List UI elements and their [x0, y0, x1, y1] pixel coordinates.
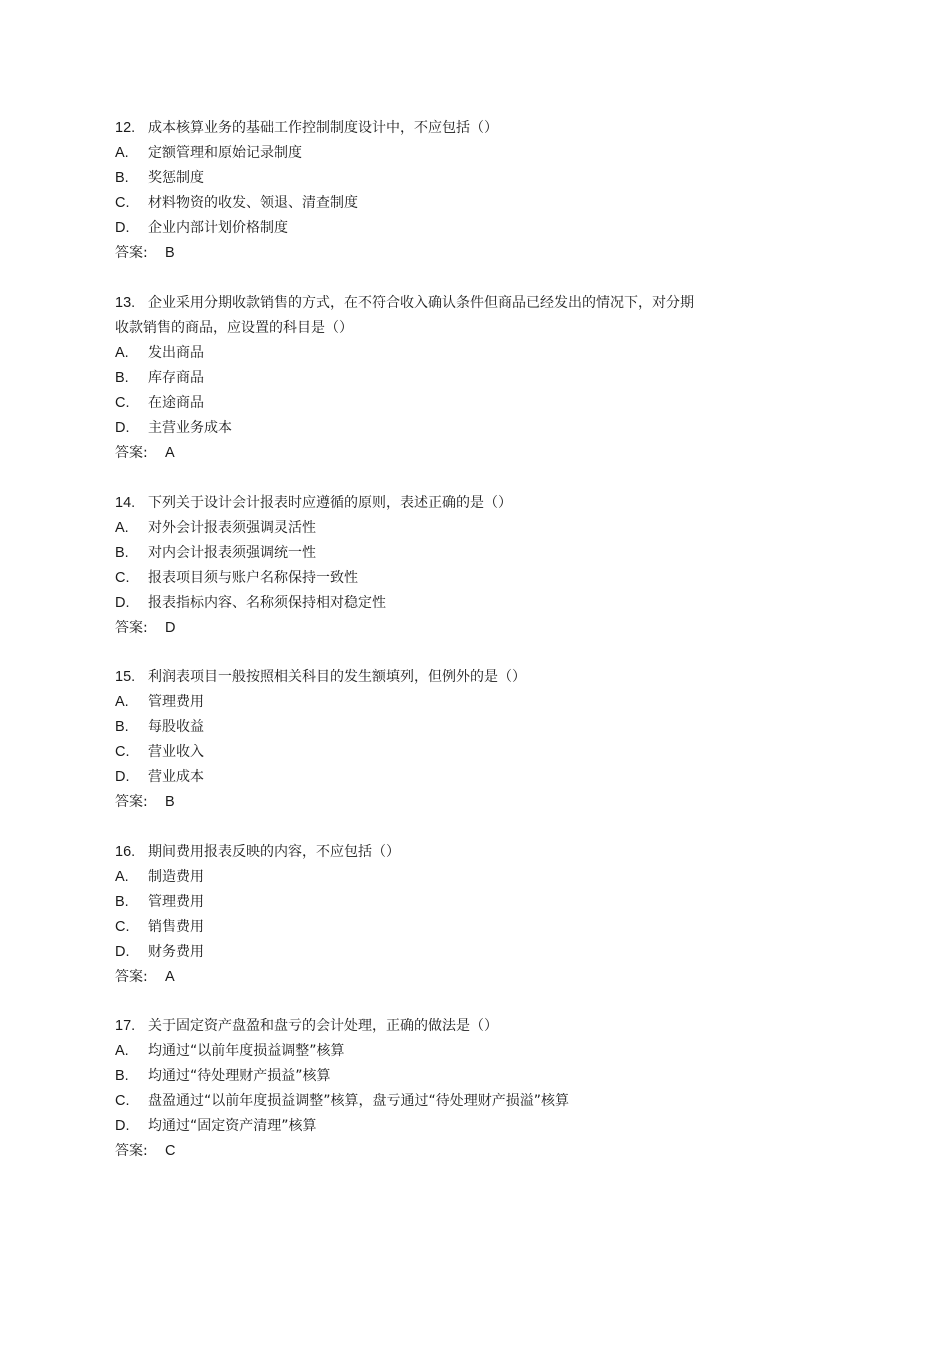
option-letter: A. — [115, 145, 129, 161]
answer-value: B — [165, 794, 175, 810]
option-text: 定额管理和原始记录制度 — [148, 145, 302, 161]
option-letter: B. — [115, 894, 129, 910]
question-12 — [115, 116, 755, 266]
option-letter: D. — [115, 769, 130, 785]
answer-line — [115, 790, 755, 815]
option-letter: A. — [115, 869, 129, 885]
question-13 — [115, 291, 755, 466]
option-text: 财务费用 — [148, 944, 204, 960]
question-number: 17. — [115, 1018, 136, 1034]
question-14 — [115, 491, 755, 641]
option-d — [115, 1114, 755, 1139]
question-stem-continued — [115, 316, 755, 341]
question-stem — [115, 840, 755, 865]
option-letter: D. — [115, 220, 130, 236]
option-b — [115, 541, 755, 566]
option-letter: B. — [115, 370, 129, 386]
option-letter: B. — [115, 719, 129, 735]
option-text: 管理费用 — [148, 894, 204, 910]
option-text: 企业内部计划价格制度 — [148, 220, 288, 236]
option-b — [115, 166, 755, 191]
question-stem — [115, 116, 755, 141]
option-a — [115, 516, 755, 541]
option-text: 均通过“待处理财产损益”核算 — [148, 1068, 331, 1084]
option-text: 营业收入 — [148, 744, 204, 760]
option-b — [115, 890, 755, 915]
answer-line — [115, 1139, 755, 1164]
option-b — [115, 1064, 755, 1089]
answer-label: 答案: — [115, 620, 148, 636]
question-stem-text: 成本核算业务的基础工作控制制度设计中，不应包括（） — [148, 120, 498, 136]
option-c — [115, 391, 755, 416]
option-text: 盘盈通过“以前年度损益调整”核算，盘亏通过“待处理财产损溢”核算 — [148, 1093, 570, 1109]
answer-value: B — [165, 245, 175, 261]
option-a — [115, 141, 755, 166]
option-d — [115, 940, 755, 965]
option-a — [115, 690, 755, 715]
option-text: 发出商品 — [148, 345, 204, 361]
question-number: 13. — [115, 295, 136, 311]
question-stem — [115, 491, 755, 516]
option-letter: B. — [115, 170, 129, 186]
option-d — [115, 765, 755, 790]
question-stem — [115, 291, 755, 316]
question-stem-text: 期间费用报表反映的内容，不应包括（） — [148, 844, 400, 860]
question-number: 15. — [115, 669, 136, 685]
option-text: 报表项目须与账户名称保持一致性 — [148, 570, 358, 586]
option-a — [115, 341, 755, 366]
option-letter: A. — [115, 345, 129, 361]
option-text: 每股收益 — [148, 719, 204, 735]
answer-label: 答案: — [115, 445, 148, 461]
option-c — [115, 1089, 755, 1114]
option-letter: D. — [115, 1118, 130, 1134]
option-text: 主营业务成本 — [148, 420, 232, 436]
option-d — [115, 591, 755, 616]
option-letter: A. — [115, 1043, 129, 1059]
option-text: 均通过“固定资产清理”核算 — [148, 1118, 317, 1134]
option-c — [115, 915, 755, 940]
option-b — [115, 366, 755, 391]
option-text: 奖惩制度 — [148, 170, 204, 186]
option-d — [115, 416, 755, 441]
option-letter: B. — [115, 545, 129, 561]
question-stem — [115, 1014, 755, 1039]
answer-value: A — [165, 445, 175, 461]
option-c — [115, 191, 755, 216]
option-text: 对外会计报表须强调灵活性 — [148, 520, 316, 536]
option-letter: A. — [115, 694, 129, 710]
answer-label: 答案: — [115, 245, 148, 261]
option-text: 营业成本 — [148, 769, 204, 785]
option-letter: C. — [115, 570, 130, 586]
question-stem-text: 利润表项目一般按照相关科目的发生额填列，但例外的是（） — [148, 669, 526, 685]
answer-label: 答案: — [115, 969, 148, 985]
question-stem-text: 下列关于设计会计报表时应遵循的原则，表述正确的是（） — [148, 495, 512, 511]
option-letter: C. — [115, 195, 130, 211]
answer-label: 答案: — [115, 794, 148, 810]
option-text: 在途商品 — [148, 395, 204, 411]
option-letter: D. — [115, 420, 130, 436]
option-letter: D. — [115, 944, 130, 960]
option-letter: B. — [115, 1068, 129, 1084]
option-letter: A. — [115, 520, 129, 536]
option-letter: D. — [115, 595, 130, 611]
option-c — [115, 740, 755, 765]
answer-line — [115, 616, 755, 641]
option-c — [115, 566, 755, 591]
answer-label: 答案: — [115, 1143, 148, 1159]
question-number: 16. — [115, 844, 136, 860]
question-number: 12. — [115, 120, 136, 136]
option-text: 材料物资的收发、领退、清查制度 — [148, 195, 358, 211]
option-letter: C. — [115, 1093, 130, 1109]
question-stem-text: 企业采用分期收款销售的方式，在不符合收入确认条件但商品已经发出的情况下，对分期 — [148, 295, 694, 311]
question-15 — [115, 665, 755, 815]
option-a — [115, 865, 755, 890]
option-text: 销售费用 — [148, 919, 204, 935]
option-letter: C. — [115, 744, 130, 760]
option-text: 均通过“以前年度损益调整”核算 — [148, 1043, 345, 1059]
answer-line — [115, 241, 755, 266]
answer-value: C — [165, 1143, 176, 1159]
question-stem-text: 收款销售的商品，应设置的科目是（） — [115, 320, 353, 336]
option-letter: C. — [115, 395, 130, 411]
option-text: 库存商品 — [148, 370, 204, 386]
answer-value: A — [165, 969, 175, 985]
question-stem — [115, 665, 755, 690]
question-17 — [115, 1014, 755, 1164]
option-a — [115, 1039, 755, 1064]
answer-value: D — [165, 620, 176, 636]
answer-line — [115, 441, 755, 466]
option-text: 制造费用 — [148, 869, 204, 885]
question-stem-text: 关于固定资产盘盈和盘亏的会计处理，正确的做法是（） — [148, 1018, 498, 1034]
question-16 — [115, 840, 755, 990]
option-d — [115, 216, 755, 241]
option-letter: C. — [115, 919, 130, 935]
option-text: 管理费用 — [148, 694, 204, 710]
option-text: 报表指标内容、名称须保持相对稳定性 — [148, 595, 386, 611]
option-text: 对内会计报表须强调统一性 — [148, 545, 316, 561]
question-number: 14. — [115, 495, 136, 511]
option-b — [115, 715, 755, 740]
answer-line — [115, 965, 755, 990]
